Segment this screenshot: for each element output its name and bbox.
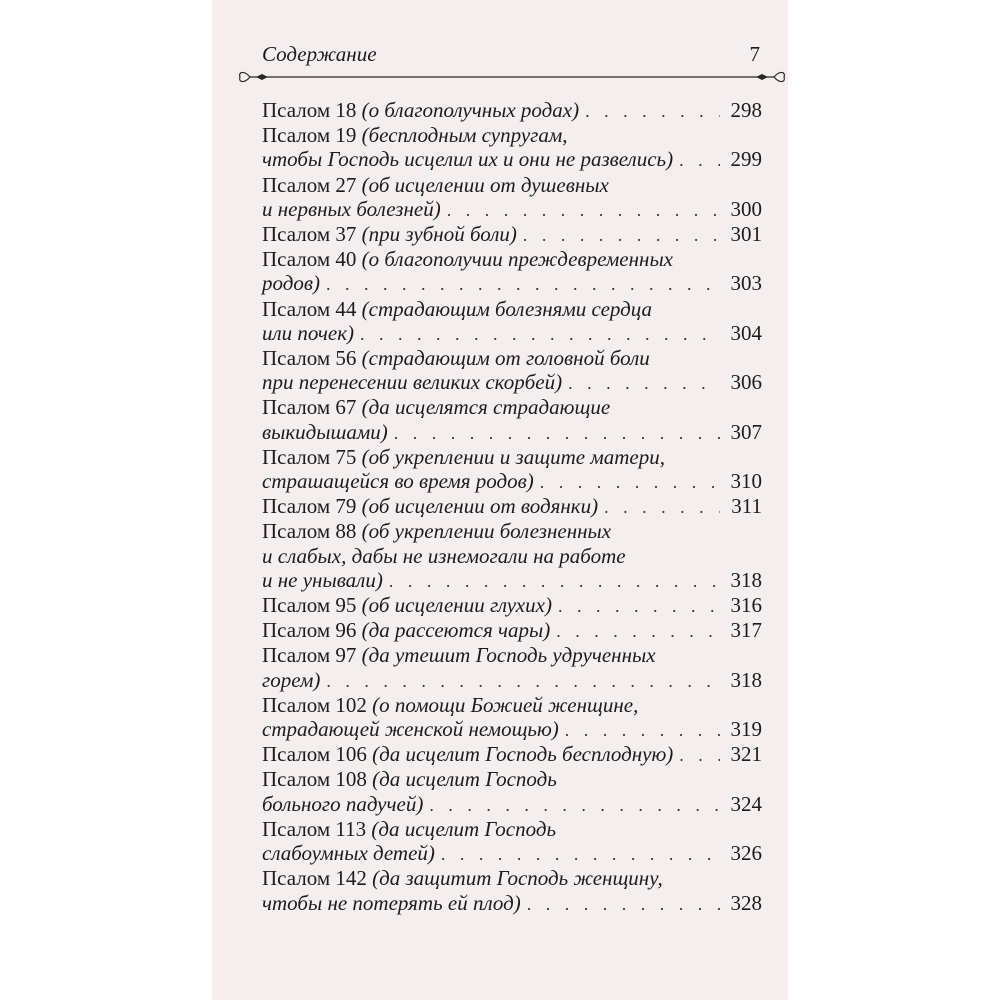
toc-entry-line <box>262 593 762 618</box>
entry-description: (да защитит Господь женщину, <box>372 866 663 891</box>
header-page-number: 7 <box>749 42 760 66</box>
toc-entry-line <box>262 445 762 469</box>
entry-description: (о благополучных родах) <box>361 98 580 122</box>
entry-description: (да исцелит Господь <box>372 767 557 792</box>
psalm-label: Псалом 37 <box>262 222 357 247</box>
entry-description: родов) <box>262 271 320 296</box>
dot-leader <box>527 892 720 916</box>
entry-page-number: 307 <box>730 419 762 444</box>
toc-entry <box>262 173 762 222</box>
entry-description: слабоумных детей) <box>262 841 435 866</box>
toc-entry-line <box>262 370 762 395</box>
toc-entry-line <box>262 866 762 890</box>
entry-description: (да исцелятся страдающие <box>361 395 611 420</box>
psalm-label: Псалом 106 <box>262 742 367 767</box>
toc-entry <box>262 693 762 742</box>
entry-description: чтобы не потерять ей плод) <box>262 890 521 915</box>
toc-entry-line <box>262 717 762 742</box>
toc-entry-line <box>262 297 762 321</box>
dot-leader <box>556 619 720 643</box>
entry-page-number: 324 <box>730 791 762 816</box>
dot-leader <box>326 272 720 296</box>
entry-description: (бесплодным супругам, <box>361 123 568 148</box>
psalm-label: Псалом 95 <box>262 593 357 618</box>
toc-entry-line <box>262 494 762 519</box>
entry-page-number: 300 <box>730 196 762 221</box>
toc-entry-line <box>262 618 762 643</box>
toc-entry <box>262 643 762 692</box>
entry-description: (да исцелит Господь бесплодную) <box>372 742 674 767</box>
dot-leader <box>326 669 720 693</box>
psalm-label: Псалом 75 <box>262 444 357 469</box>
dot-leader <box>604 495 720 519</box>
entry-page-number: 303 <box>730 271 762 296</box>
toc-entry-line <box>262 817 762 841</box>
toc-entry <box>262 346 762 395</box>
entry-description: больного падучей) <box>262 791 424 816</box>
toc-entry-line <box>262 693 762 717</box>
entry-page-number: 301 <box>730 222 762 247</box>
entry-description: (при зубной боли) <box>361 222 517 247</box>
entry-page-number: 321 <box>730 742 762 767</box>
toc-entry <box>262 494 762 519</box>
dot-leader <box>389 569 720 593</box>
toc-entry-line <box>262 544 762 568</box>
toc-entry-line <box>262 271 762 296</box>
entry-page-number: 304 <box>730 320 762 345</box>
toc-entry <box>262 222 762 247</box>
toc-entry <box>262 742 762 767</box>
toc-entry-line <box>262 173 762 197</box>
entry-page-number: 310 <box>730 469 762 494</box>
entry-description: (да исцелит Господь <box>371 816 557 841</box>
toc-entry-line <box>262 123 762 147</box>
entry-description: (об исцелении от душевных <box>361 172 609 197</box>
psalm-label: Псалом 44 <box>262 296 357 321</box>
dot-leader <box>679 743 720 767</box>
toc-entry <box>262 593 762 618</box>
entry-page-number: 326 <box>730 841 762 866</box>
entry-description: (да утешит Господь удрученных <box>361 643 656 668</box>
entry-description: (об исцелении глухих) <box>361 593 552 618</box>
entry-description: и не унывали) <box>262 567 383 592</box>
entry-page-number: 316 <box>730 593 762 618</box>
toc-entry-line <box>262 792 762 817</box>
header-title: Содержание <box>262 42 377 66</box>
toc-entry-line <box>262 321 762 346</box>
entry-description: и нервных болезней) <box>262 196 441 221</box>
toc-entry-line <box>262 643 762 667</box>
dot-leader <box>558 594 720 618</box>
psalm-label: Псалом 56 <box>262 346 357 371</box>
entry-description: (о помощи Божией женщине, <box>372 692 639 717</box>
entry-description: (об исцелении от водянки) <box>361 494 599 519</box>
psalm-label: Псалом 97 <box>262 643 357 668</box>
psalm-label: Псалом 88 <box>262 519 357 544</box>
dot-leader <box>447 198 720 222</box>
psalm-label: Псалом 19 <box>262 123 357 148</box>
toc-entry <box>262 247 762 296</box>
entry-page-number: 298 <box>730 98 762 122</box>
dot-leader <box>540 470 720 494</box>
entry-page-number: 318 <box>730 567 762 592</box>
toc-entry <box>262 767 762 816</box>
psalm-label: Псалом 40 <box>262 247 357 272</box>
entry-description: (об укреплении болезненных <box>361 519 612 544</box>
toc-entry-line <box>262 247 762 271</box>
toc-entry-line <box>262 147 762 172</box>
psalm-label: Псалом 18 <box>262 98 357 122</box>
dot-leader <box>523 223 720 247</box>
toc-entry-line <box>262 395 762 419</box>
entry-description: (об укреплении и защите матери, <box>361 444 665 469</box>
toc-entry-line <box>262 346 762 370</box>
entry-page-number: 317 <box>730 618 762 643</box>
dot-leader <box>679 148 720 172</box>
dot-leader <box>565 718 720 742</box>
dot-leader <box>360 322 720 346</box>
entry-page-number: 306 <box>730 370 762 395</box>
toc-entry <box>262 866 762 915</box>
toc-entry-line <box>262 841 762 866</box>
dot-leader <box>429 793 720 817</box>
entry-description: при перенесении великих скорбей) <box>262 370 563 395</box>
entry-description: (страдающим от головной боли <box>361 346 650 371</box>
toc-entry-line <box>262 420 762 445</box>
psalm-label: Псалом 79 <box>262 494 357 519</box>
dot-leader <box>585 99 720 123</box>
entry-description: страшащейся во время родов) <box>262 469 534 494</box>
entry-description: страдающей женской немощью) <box>262 717 559 742</box>
toc-entry-line <box>262 742 762 767</box>
psalm-label: Псалом 102 <box>262 692 367 717</box>
psalm-label: Псалом 67 <box>262 395 357 420</box>
entry-description: (о благополучии преждевременных <box>361 247 674 272</box>
dot-leader <box>394 421 720 445</box>
toc-entry-line <box>262 568 762 593</box>
entry-page-number: 318 <box>730 667 762 692</box>
toc-entry-line <box>262 469 762 494</box>
entry-description: (страдающим болезнями сердца <box>361 296 653 321</box>
toc-entry <box>262 817 762 866</box>
entry-page-number: 299 <box>730 147 762 172</box>
toc-entry <box>262 445 762 494</box>
toc-entry <box>262 618 762 643</box>
dot-leader <box>441 842 720 866</box>
toc-entry-line <box>262 668 762 693</box>
table-of-contents <box>262 98 762 916</box>
entry-description: (да рассеются чары) <box>361 618 551 643</box>
toc-entry-line <box>262 98 762 123</box>
entry-description: горем) <box>262 667 321 692</box>
toc-entry <box>262 395 762 444</box>
psalm-label: Псалом 113 <box>262 816 367 841</box>
toc-entry-line <box>262 197 762 222</box>
psalm-label: Псалом 27 <box>262 172 357 197</box>
entry-description: выкидышами) <box>262 419 388 444</box>
entry-description: чтобы Господь исцелил их и они не развелись) <box>262 147 674 172</box>
toc-entry <box>262 297 762 346</box>
entry-description: или почек) <box>262 320 355 345</box>
toc-entry <box>262 519 762 593</box>
toc-entry <box>262 98 762 123</box>
toc-entry-line <box>262 891 762 916</box>
psalm-label: Псалом 142 <box>262 866 367 891</box>
ornament-rule-icon <box>234 66 790 88</box>
toc-entry-line <box>262 519 762 543</box>
entry-page-number: 319 <box>730 717 762 742</box>
toc-entry-line <box>262 767 762 791</box>
entry-description: и слабых, дабы не изнемогали на работе <box>262 543 626 568</box>
entry-page-number: 328 <box>730 890 762 915</box>
toc-entry-line <box>262 222 762 247</box>
entry-page-number: 311 <box>731 494 762 519</box>
dot-leader <box>568 371 720 395</box>
psalm-label: Псалом 96 <box>262 618 357 643</box>
toc-entry <box>262 123 762 172</box>
psalm-label: Псалом 108 <box>262 767 367 792</box>
